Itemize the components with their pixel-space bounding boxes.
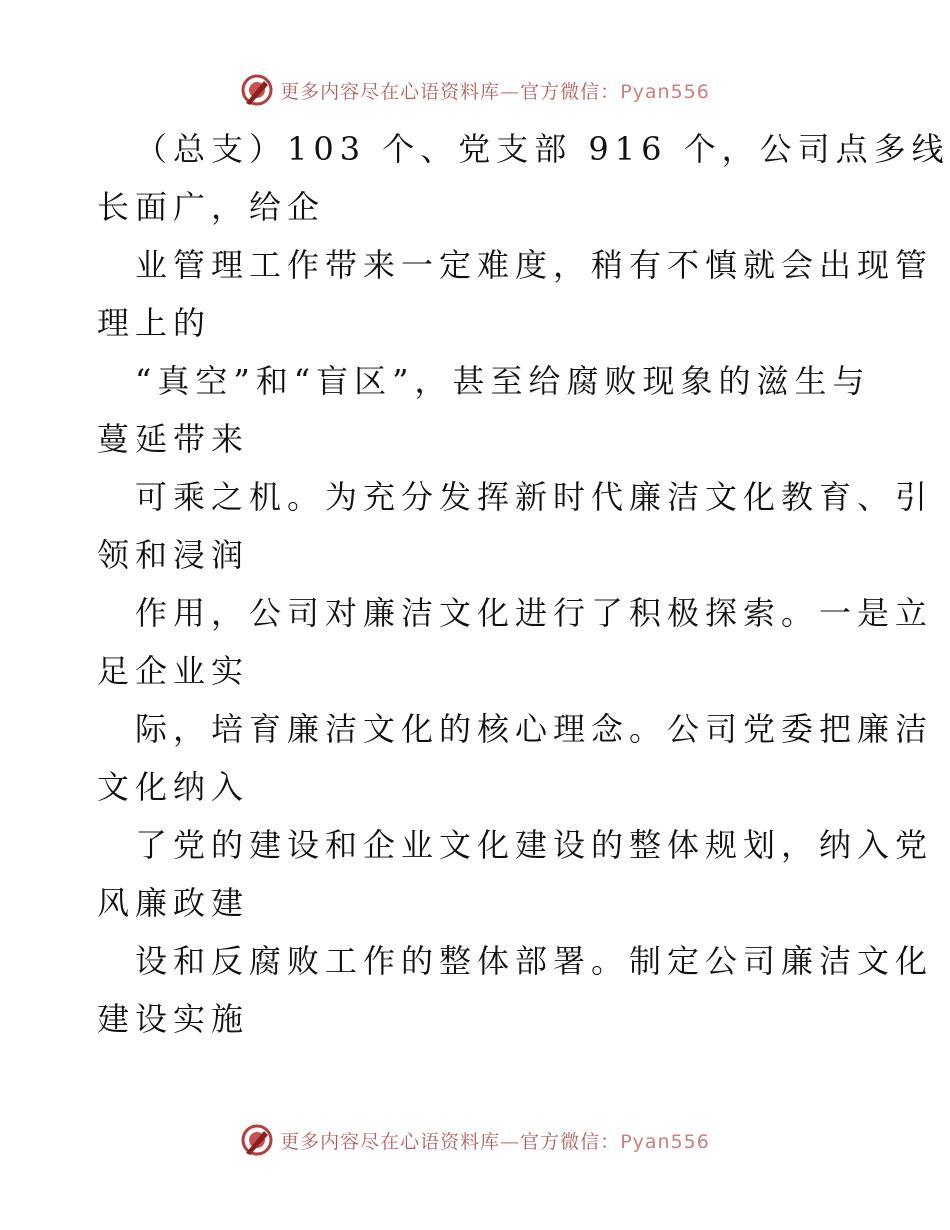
pen-logo-icon — [240, 73, 274, 107]
pen-logo-icon — [240, 1123, 274, 1157]
footer-watermark — [0, 1120, 950, 1160]
watermark-site: 更多内容尽在心语资料库 — [280, 80, 501, 103]
watermark-dash: — — [500, 80, 521, 103]
line-first: 际，培育廉洁文化的核心理念。公司党委把廉洁 — [135, 710, 934, 748]
line-first: 业管理工作带来一定难度，稍有不慎就会出现管 — [135, 246, 934, 284]
paragraph-line — [97, 700, 934, 816]
header-watermark — [0, 70, 950, 110]
paragraph-line — [97, 468, 934, 584]
watermark-wechat-label: 官方微信： — [520, 80, 621, 103]
line-second: 领和浸润 — [97, 536, 250, 574]
document-body — [97, 120, 950, 1048]
paragraph-line — [97, 816, 934, 932]
line-first: “真空”和“盲区”，甚至给腐败现象的滋生与 — [135, 362, 871, 400]
line-second: 理上的 — [97, 304, 212, 342]
line-first: 可乘之机。为充分发挥新时代廉洁文化教育、引 — [135, 478, 934, 516]
line-second: 长面广，给企 — [97, 188, 326, 226]
watermark-wechat-id: Pyan556 — [620, 80, 710, 103]
line-second: 蔓延带来 — [97, 420, 250, 458]
watermark-dash: — — [500, 1130, 521, 1153]
paragraph-line — [97, 584, 934, 700]
line-second: 足企业实 — [97, 652, 250, 690]
watermark-text — [280, 1127, 710, 1154]
paragraph-line — [97, 352, 871, 468]
line-first: 了党的建设和企业文化建设的整体规划，纳入党 — [135, 826, 934, 864]
line-second: 文化纳入 — [97, 768, 250, 806]
watermark-wechat-id: Pyan556 — [620, 1130, 710, 1153]
line-first: 作用，公司对廉洁文化进行了积极探索。一是立 — [135, 594, 934, 632]
paragraph-line — [97, 236, 934, 352]
line-second: 建设实施 — [97, 1000, 250, 1038]
watermark-text — [280, 77, 710, 104]
line-first: 设和反腐败工作的整体部署。制定公司廉洁文化 — [135, 942, 934, 980]
line-second: 风廉政建 — [97, 884, 250, 922]
paragraph-line — [97, 932, 934, 1048]
watermark-site: 更多内容尽在心语资料库 — [280, 1130, 501, 1153]
paragraph-line — [97, 120, 950, 236]
watermark-wechat-label: 官方微信： — [520, 1130, 621, 1153]
line-first: （总支）103 个、党支部 916 个，公司点多线 — [135, 130, 950, 168]
